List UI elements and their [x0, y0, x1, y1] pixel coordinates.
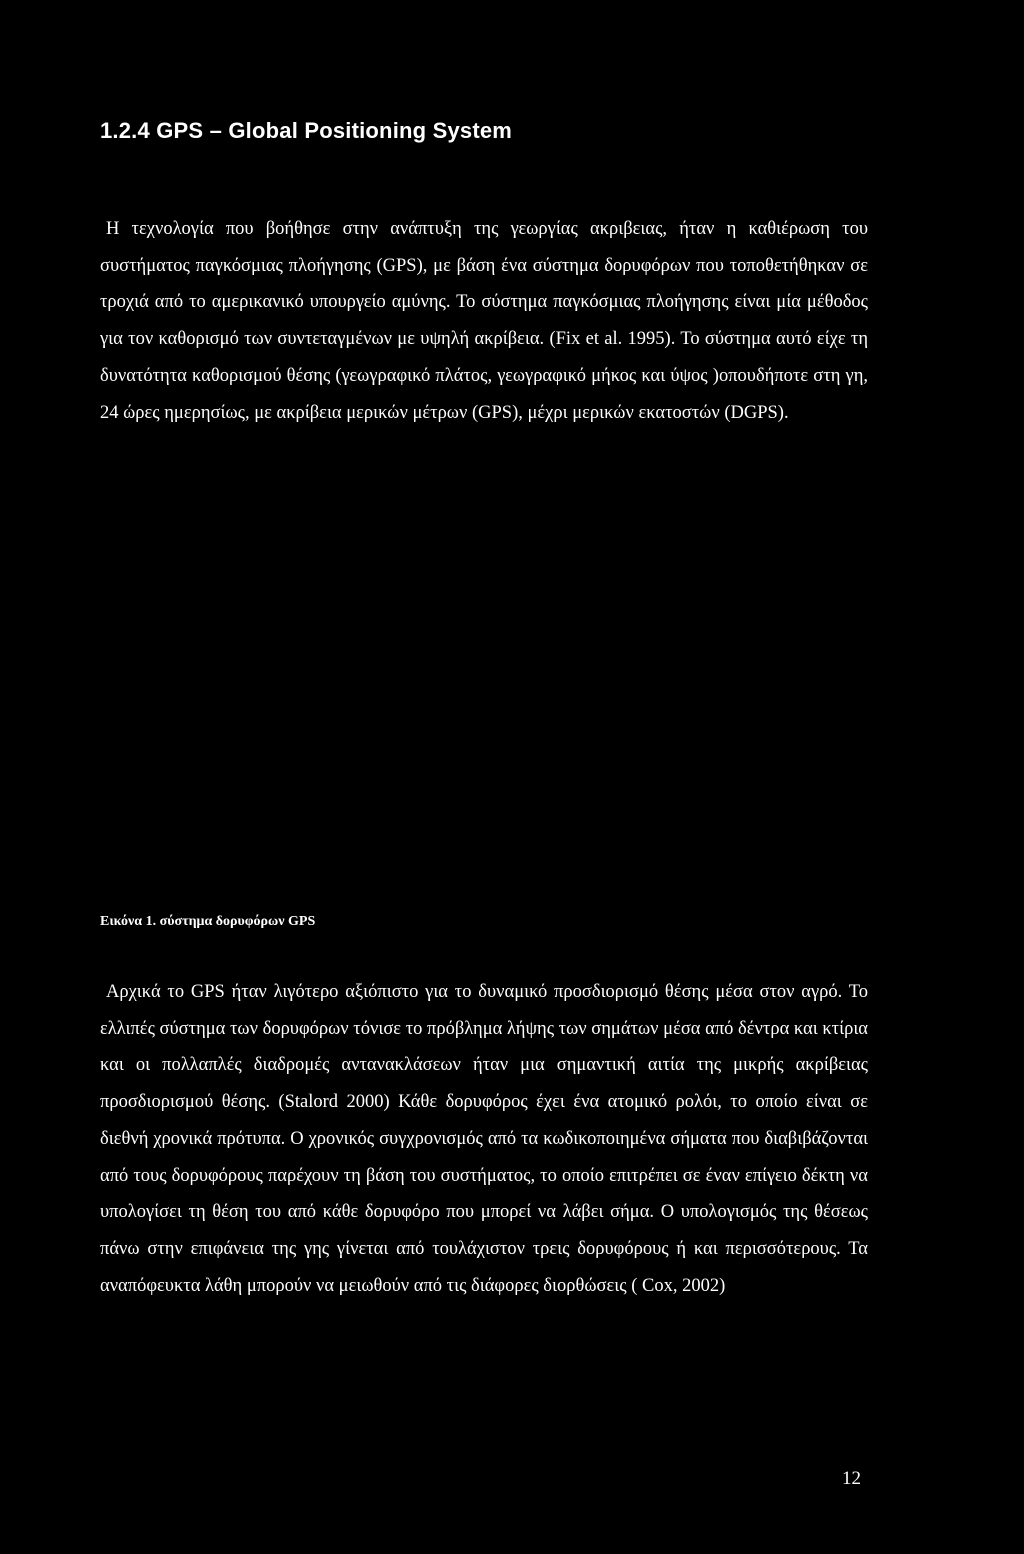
page-number: 12: [842, 1468, 861, 1489]
section-heading: 1.2.4 GPS – Global Positioning System: [100, 118, 513, 143]
paragraph-intro: Η τεχνολογία που βοήθησε στην ανάπτυξη της γεωργίας ακριβειας, ήταν η καθιέρωση του συστήματος παγκόσμιας πλοήγησης (GPS), με βάση ένα σύστημα δορυφόρων που τοποθετήθηκαν σε τροχιά από το αμερικανικό υπουργείο αμύνης. Το σύστημα παγκόσμιας πλοήγησης είναι μία μέθοδος για τον καθορισμό των συντεταγμένων με υψηλή ακρίβεια. (Fix et al. 1995). Το σύστημα αυτό είχε τη δυνατότητα καθορισμού θέσης (γεωγραφικό πλάτος, γεωγραφικό μήκος και ύψος )οπουδήποτε στη γη, 24 ώρες ημερησίως, με ακρίβεια μερικών μέτρων (GPS), μέχρι μερικών εκατοστών (DGPS).: [100, 219, 868, 423]
paragraph-accuracy: Αρχικά το GPS ήταν λιγότερο αξιόπιστο για το δυναμικό προσδιορισμό θέσης μέσα στον αγρό. Το ελλιπές σύστημα των δορυφόρων τόνισε το πρόβλημα λήψης των σημάτων μέσα από δέντρα και κτίρια και οι πολλαπλές διαδρομές αντανακλάσεων ήταν μια σημαντική αιτία της μικρής ακρίβειας προσδιορισμού θέσης. (Stalord 2000) Κάθε δορυφόρος έχει ένα ατομικό ρολόι, το οποίο είναι σε διεθνή χρονικά πρότυπα. Ο χρονικός συγχρονισμός από τα κωδικοποιημένα σήματα που διαβιβάζονται από τους δορυφόρους παρέχουν τη βάση του συστήματος, το οποίο επιτρέπει σε έναν επίγειο δέκτη να υπολογίσει τη θέση του από κάθε δορυφόρο που μπορεί να λάβει σήμα. Ο υπολογισμός της θέσεως πάνω στην επιφάνεια της γης γίνεται από τουλάχιστον τρεις δορυφόρους ή και περισσότερους. Τα αναπόφευκτα λάθη μπορούν να μειωθούν από τις διάφορες διορθώσεις ( Cox, 2002): [100, 982, 868, 1296]
figure-caption: Εικόνα 1. σύστημα δορυφόρων GPS: [100, 914, 316, 929]
